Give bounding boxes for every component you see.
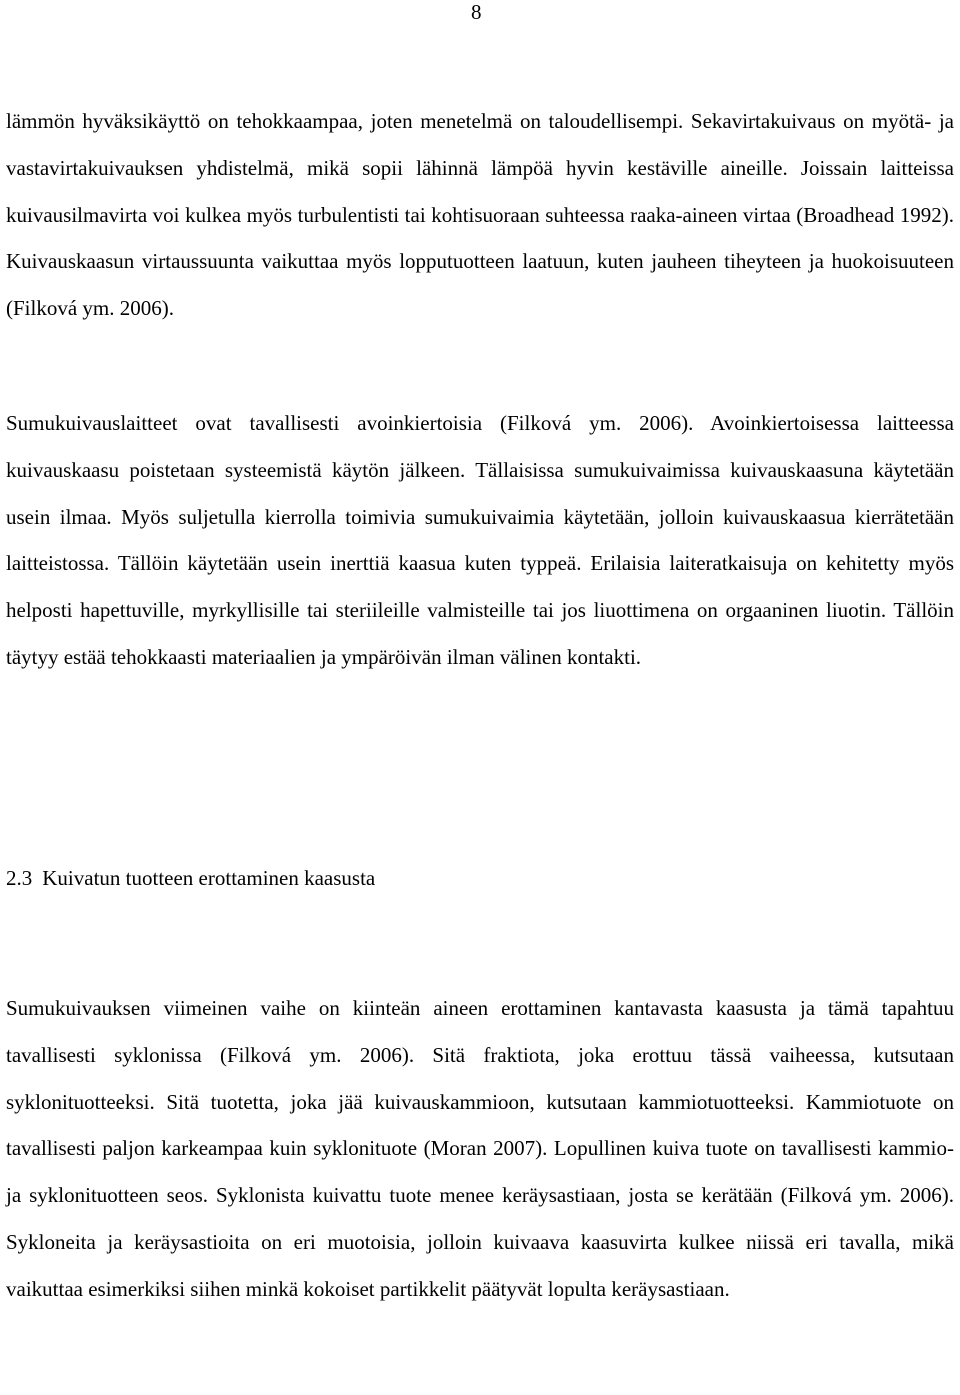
- section-heading: [6, 855, 375, 901]
- page-number: 8: [471, 0, 482, 24]
- section-number: 2.3: [6, 866, 33, 890]
- paragraph-drying-flow: lämmön hyväksikäyttö on tehokkaampaa, joten menetelmä on taloudellisempi. Sekavirtakuivaus on myötä- ja vastavirtakuivauksen yhdistelmä, mikä sopii lähinnä lämpöä hyvin kestäville aineille. Joissain laitteissa kuivausilmavirta voi kulkea myös turbulentisti tai kohtisuoraan suhteessa raaka-aineen virtaa (Broadhead 1992). Kuivauskaasun virtaussuunta vaikuttaa myös lopputuotteen laatuun, kuten jauheen tiheyteen ja huokoisuuteen (Filková ym. 2006).: [6, 109, 954, 321]
- paragraph-open-cycle-dryers: Sumukuivauslaitteet ovat tavallisesti avoinkiertoisia (Filková ym. 2006). Avoinkiertoisessa laitteessa kuivauskaasu poistetaan systeemistä käytön jälkeen. Tällaisissa sumukuivaimissa kuivauskaasuna käytetään usein ilmaa. Myös suljetulla kierrolla toimivia sumukuivaimia käytetään, jolloin kuivauskaasua kierrätetään laitteistossa. Tällöin käytetään usein inerttiä kaasua kuten typpeä. Erilaisia laiteratkaisuja on kehitetty myös helposti hapettuville, myrkyllisille tai steriileille valmisteille tai jos liuottimena on orgaaninen liuotin. Tällöin täytyy estää tehokkaasti materiaalien ja ympäröivän ilman välinen kontakti.: [6, 411, 954, 669]
- paragraph-cyclone-separation: Sumukuivauksen viimeinen vaihe on kiinteän aineen erottaminen kantavasta kaasusta ja tämä tapahtuu tavallisesti syklonissa (Filková ym. 2006). Sitä fraktiota, joka erottuu tässä vaiheessa, kutsutaan syklonituotteeksi. Sitä tuotetta, joka jää kuivauskammioon, kutsutaan kammiotuotteeksi. Kammiotuote on tavallisesti paljon karkeampaa kuin syklonituote (Moran 2007). Lopullinen kuiva tuote on tavallisesti kammio- ja syklonituotteen seos. Syklonista kuivattu tuote menee keräysastiaan, josta se kerätään (Filková ym. 2006). Sykloneita ja keräysastioita on eri muotoisia, jolloin kuivaava kaasuvirta kulkee niissä eri tavalla, mikä vaikuttaa esimerkiksi siihen minkä kokoiset partikkelit päätyvät lopulta keräysastiaan.: [6, 996, 954, 1301]
- section-title: Kuivatun tuotteen erottaminen kaasusta: [42, 866, 376, 890]
